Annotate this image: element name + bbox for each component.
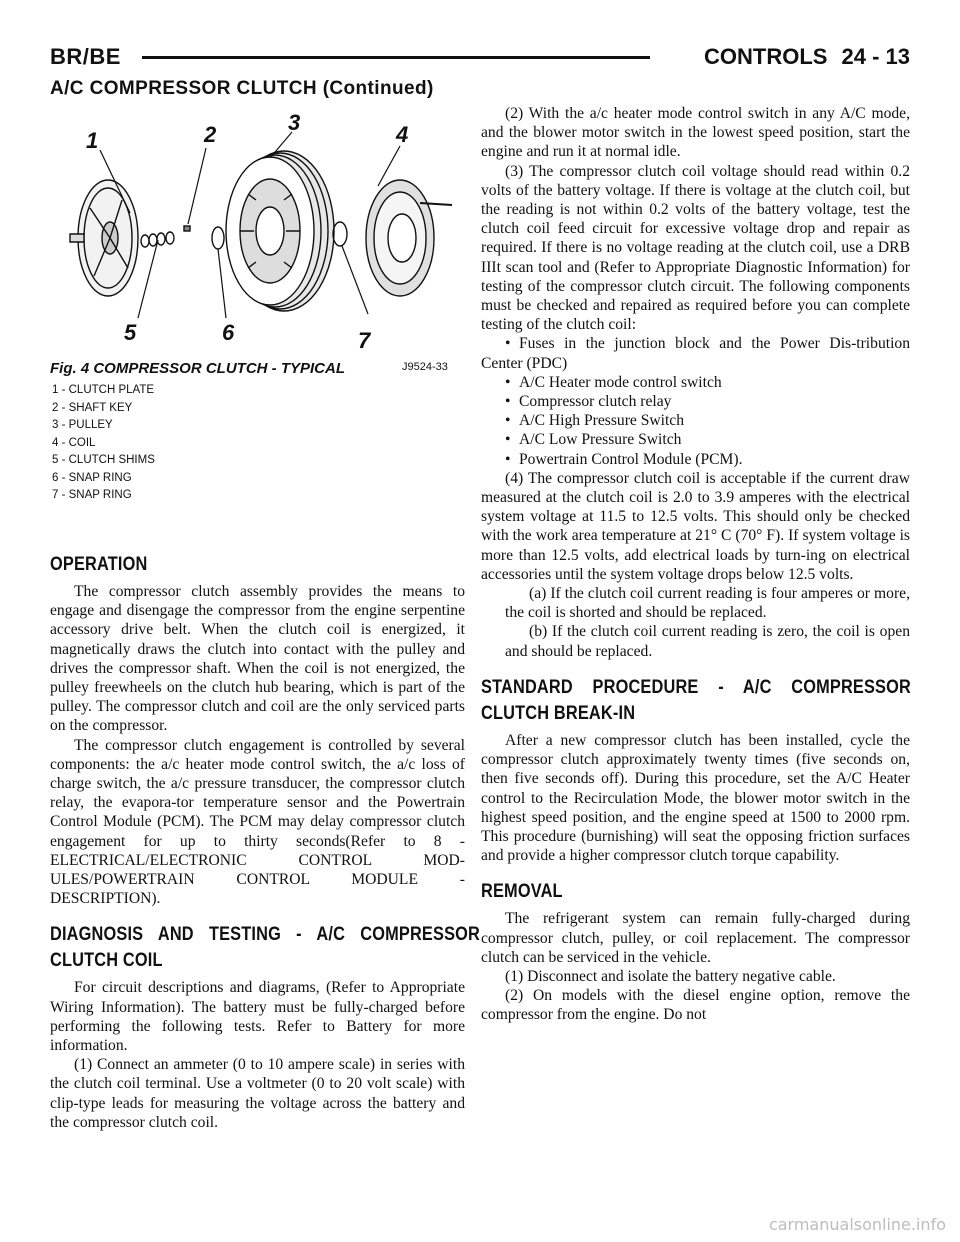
header-section-name: CONTROLS xyxy=(704,44,828,69)
snap-ring-drawing xyxy=(333,222,347,246)
page-header xyxy=(50,44,910,72)
paragraph: For circuit descriptions and diagrams, (Refer to Appropriate Wiring Information). The battery must be fully-charged before performing the following tests. Refer to Battery for more information. xyxy=(50,979,465,1055)
callout-5: 5 xyxy=(124,320,137,345)
snap-ring-drawing xyxy=(212,227,224,249)
watermark-footer: carmanualsonline.info xyxy=(768,1215,946,1234)
figure-legend xyxy=(52,382,462,505)
header-model: BR/BE xyxy=(50,44,121,69)
left-column xyxy=(50,552,480,1132)
legend-item: 5 - CLUTCH SHIMS xyxy=(52,454,155,466)
legend-item: 4 - COIL xyxy=(52,436,96,449)
paragraph: (3) The compressor clutch coil voltage should read within 0.2 volts of the battery voltage. If there is voltage at the clutch coil, but the reading is not within 0.2 volts of the battery voltage, test the clutch coil feed circuit for excessive voltage drop and repair as required. If there is no voltage reading at the clutch coil, use a DRB IIIt scan tool and (Refer to Appropriate Diagnostic Information) for testing of the compressor clutch circuit. The following components must be checked and repaired as required before you can complete testing of the clutch coil: xyxy=(481,162,910,334)
paragraph: The compressor clutch assembly provides the means to engage and disengage the compressor from the engine serpentine accessory drive belt. When the clutch coil is energized, it magnetically draws the clutch into contact with the pulley and drives the compressor shaft. When the coil is not energized, the pulley freewheels on the clutch hub bearing, which is part of the pulley. The compressor clutch and coil are the only serviced parts on the compressor. xyxy=(50,583,465,735)
continued-title: A/C COMPRESSOR CLUTCH (Continued) xyxy=(50,78,434,99)
paragraph: The refrigerant system can remain fully-charged during compressor clutch, pulley, or coil replacement. The compressor clutch can be serviced in the vehicle. xyxy=(481,910,910,966)
paragraph: (2) On models with the diesel engine option, remove the compressor from the engine. Do not xyxy=(481,987,910,1024)
clutch-shims-drawing xyxy=(141,232,174,247)
paragraph: The compressor clutch engagement is controlled by several components: the a/c heater mode control switch, the a/c loss of charge switch, the a/c pressure transducer, the compressor clutch relay, the evapora-tor temperature sensor and the Powertrain Control Module (PCM). The PCM may delay compressor clutch engagement for up to thirty seconds(Refer to 8 - ELECTRICAL/ELECTRONIC CONTROL MOD-ULES/POWERTRAIN CONTROL MODULE - DESCRIPTION). xyxy=(50,736,465,908)
bullet-icon: • xyxy=(505,431,511,449)
bullet-item: • A/C High Pressure Switch xyxy=(505,412,685,430)
clutch-plate-drawing xyxy=(70,180,138,296)
legend-item: 7 - SNAP RING xyxy=(52,489,132,501)
header-section xyxy=(704,44,910,70)
paragraph: (1) Disconnect and isolate the battery negative cable. xyxy=(505,967,836,985)
callout-4: 4 xyxy=(396,122,409,147)
sub-paragraph: (a) If the clutch coil current reading is four amperes or more, the coil is shorted and should be replaced. xyxy=(505,585,910,622)
legend-item: 6 - SNAP RING xyxy=(52,471,132,484)
bullet-item: • A/C Low Pressure Switch xyxy=(505,431,682,449)
bullet-icon: • xyxy=(505,335,511,353)
header-page-number: 24 - 13 xyxy=(841,44,910,69)
bullet-icon: • xyxy=(505,412,511,430)
diagnosis-heading: DIAGNOSIS AND TESTING - A/C COMPRESSOR CLUTCH COIL xyxy=(50,924,480,972)
paragraph: (1) Connect an ammeter (0 to 10 ampere scale) in series with the clutch coil terminal. Use a voltmeter (0 to 20 volt scale) with clip-type leads for measuring the voltage across the battery and the compressor clutch coil. xyxy=(50,1056,465,1131)
callout-1: 1 xyxy=(86,128,99,153)
legend-item: 1 - CLUTCH PLATE xyxy=(52,384,155,396)
callout-6: 6 xyxy=(222,320,235,345)
figure-code: J9524-33 xyxy=(402,361,448,373)
paragraph: After a new compressor clutch has been installed, cycle the compressor clutch approximately twenty times (five seconds on, then five seconds off). During this procedure, set the A/C Heater control to the Recirculation Mode, the blower motor switch in the highest speed position, and the engine speed at 1500 to 2000 rpm. This procedure (burnishing) will seat the opposing friction surfaces and provide a higher compressor clutch torque capability. xyxy=(481,731,910,865)
right-column xyxy=(481,104,910,1025)
bullet-item: • Fuses in the junction block and the Power Dis-tribution Center (PDC) xyxy=(481,335,910,372)
figure-caption: Fig. 4 COMPRESSOR CLUTCH - TYPICAL xyxy=(50,360,346,377)
shaft-key-drawing xyxy=(184,226,190,231)
standard-procedure-heading: STANDARD PROCEDURE - A/C COMPRESSOR CLUTCH BREAK-IN xyxy=(481,676,911,724)
callout-3: 3 xyxy=(288,110,301,135)
paragraph: (4) The compressor clutch coil is acceptable if the current draw measured at the clutch coil is 2.0 to 3.9 amperes with the electrical system voltage at 11.5 to 12.5 volts. This should only be checked with the work area temperature at 21° C (70° F). If system voltage is more than 12.5 volts, add electrical loads by turn-ing on electrical accessories until the system voltage drops below 12.5 volts. xyxy=(481,469,910,583)
callout-7: 7 xyxy=(358,328,371,353)
pulley-drawing xyxy=(226,151,334,311)
operation-heading: OPERATION xyxy=(50,554,148,575)
removal-heading: REMOVAL xyxy=(481,881,563,903)
legend-item: 2 - SHAFT KEY xyxy=(52,401,133,414)
bullet-item: • Powertrain Control Module (PCM). xyxy=(505,450,743,468)
header-rule xyxy=(142,56,650,59)
legend-item: 3 - PULLEY xyxy=(52,419,113,431)
callout-2: 2 xyxy=(204,122,217,147)
bullet-icon: • xyxy=(505,393,511,411)
compressor-clutch-figure xyxy=(50,108,465,378)
sub-paragraph: (b) If the clutch coil current reading is zero, the coil is open and should be replaced. xyxy=(505,623,910,660)
bullet-icon: • xyxy=(505,373,511,391)
bullet-icon: • xyxy=(505,450,511,468)
coil-drawing xyxy=(366,180,452,296)
bullet-item: • Compressor clutch relay xyxy=(505,393,672,411)
paragraph: (2) With the a/c heater mode control switch in any A/C mode, and the blower motor switch in the lowest speed position, start the engine and run it at normal idle. xyxy=(481,105,910,161)
bullet-item: • A/C Heater mode control switch xyxy=(505,373,722,391)
